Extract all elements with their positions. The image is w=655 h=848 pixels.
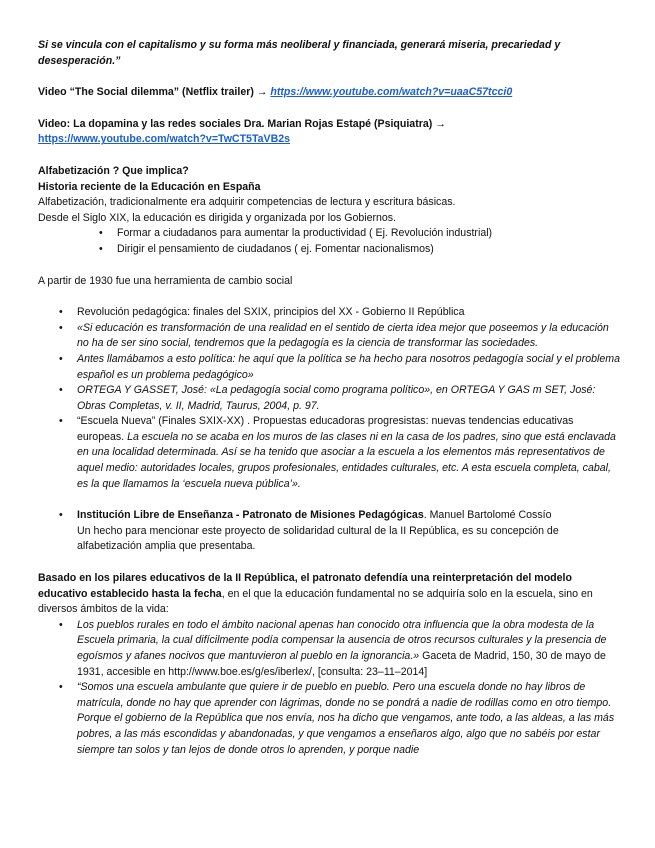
list-item: • «Si educación es transformación de una realidad en el sentido de cierta idea mejor que poseemos y la educación no ha de ser sino social, tendremos que la pedagogía es la ciencia de transformar las sociedades. xyxy=(59,321,609,350)
from-1930-line: A partir de 1930 fue una herramienta de cambio social xyxy=(38,274,293,287)
bullet-icon: • xyxy=(59,321,63,334)
video-2-label: Video: La dopamina y las redes sociales Dra. Marian Rojas Estapé (Psiquiatra) → xyxy=(38,117,446,130)
intro-quote: Si se vincula con el capitalismo y su forma más neoliberal y financiada, generará miseria, precariedad y desesperación.” xyxy=(38,39,561,67)
bullet-icon: • xyxy=(59,681,63,694)
bullet-icon: • xyxy=(59,384,63,397)
document-page xyxy=(38,38,623,758)
republic-paragraph: Basado en los pilares educativos de la II República, el patronato defendía una reinterpretación del modelo educativo establecido hasta la fecha, en el que la educación fundamental no se adquiría solo en la escuela, sino en diversos ámbitos de la vida: xyxy=(38,572,593,616)
section-heading: Historia reciente de la Educación en España xyxy=(38,180,261,193)
video-1-label: Video “The Social dilemma” (Netflix trailer) → xyxy=(38,86,268,99)
bullet-icon: • xyxy=(59,306,63,319)
literacy-definition: Alfabetización, tradicionalmente era adquirir competencias de lectura y escritura básicas. xyxy=(38,196,456,209)
list-item: • “Somos una escuela ambulante que quiere ir de pueblo en pueblo. Pero una escuela donde no hay libros de matrícula, donde no hay que aprender con lágrimas, donde no se pondrá a nadie de rodillas como en otro tiempo. Porque el gobierno de la República que nos envía, nos ha dicho que vengamos, ante todo, a las aldeas, a las más pobres, a las más escondidas y abandonadas, y que vengamos a enseñaros algo, algo que no sabéis por estar siempre tan solos y tan lejos de donde otros lo aprenden, y porque nadie xyxy=(59,681,615,756)
bullet-icon: • xyxy=(99,227,103,240)
video-1-link[interactable]: https://www.youtube.com/watch?v=uaaC57tcci0 xyxy=(270,86,513,99)
bullet-icon: • xyxy=(59,352,63,365)
missions-list xyxy=(38,618,623,758)
list-item: • Antes llamábamos a esto política: he aquí que la política se ha hecho para nosotros pedagogía social y el problema español es un problema pedagógico» xyxy=(59,352,620,381)
video-2-link[interactable]: https://www.youtube.com/watch?v=TwCT5TaVB2s xyxy=(38,133,291,146)
list-item: • ORTEGA Y GASSET, José: «La pedagogía social como programa político», en ORTEGA Y GAS m SET, José: Obras Completas, v. II, Madrid, Taurus, 2004, p. 97. xyxy=(59,384,596,412)
bullet-icon: • xyxy=(59,415,63,428)
list-item: • Los pueblos rurales en todo el ámbito nacional apenas han conocido otra influencia que la obra modesta de la Escuela primaria, la cual difícilmente podía compensar la ausencia de otros recursos culturales y la presencia de egoísmos y afanes nocivos que mantuvieron al pueblo en la ignorancia.» Gaceta de Madrid, 150, 30 de mayo de 1931, accesible en http://www.boe.es/g/es/iberlex/, [consulta: 23–11–2014] xyxy=(59,618,607,678)
video-1-line xyxy=(38,85,623,101)
literacy-question: Alfabetización ? Que implica? xyxy=(38,164,189,177)
list-item: • “Escuela Nueva” (Finales SXIX-XX) . Propuestas educadoras progresistas: nuevas tendencias educativas europeas. La escuela no se acaba en los muros de las clases ni en la casa de los padres, sino que está enclavada en una localidad determinada. Así se ha tenido que asociar a la escuela a los elementos más representativos de aquel medio: autoridades locales, grupos profesionales, entidades culturales, etc. A esta escuela completa, cabal, es la que llamamos la ‘escuela nueva pública’». xyxy=(59,415,616,490)
bullet-icon: • xyxy=(59,509,63,522)
list-item: • Formar a ciudadanos para aumentar la productividad ( Ej. Revolución industrial) xyxy=(117,226,623,242)
bullet-icon: • xyxy=(59,618,63,631)
social-change-list xyxy=(38,305,623,555)
bullet-icon: • xyxy=(99,242,103,255)
list-item: • Institución Libre de Enseñanza - Patronato de Misiones Pedagógicas. Manuel Bartolomé Cossío Un hecho para mencionar este proyecto de solidaridad cultural de la II República, es su concepción de alfabetización amplia que presentaba. xyxy=(59,509,559,553)
list-item: • Revolución pedagógica: finales del SXIX, principios del XX - Gobierno II República xyxy=(77,305,623,321)
government-line: Desde el Siglo XIX, la educación es dirigida y organizada por los Gobiernos. xyxy=(38,211,397,224)
list-item: • Dirigir el pensamiento de ciudadanos ( ej. Fomentar nacionalismos) xyxy=(117,242,623,258)
government-goals-list xyxy=(38,226,623,257)
